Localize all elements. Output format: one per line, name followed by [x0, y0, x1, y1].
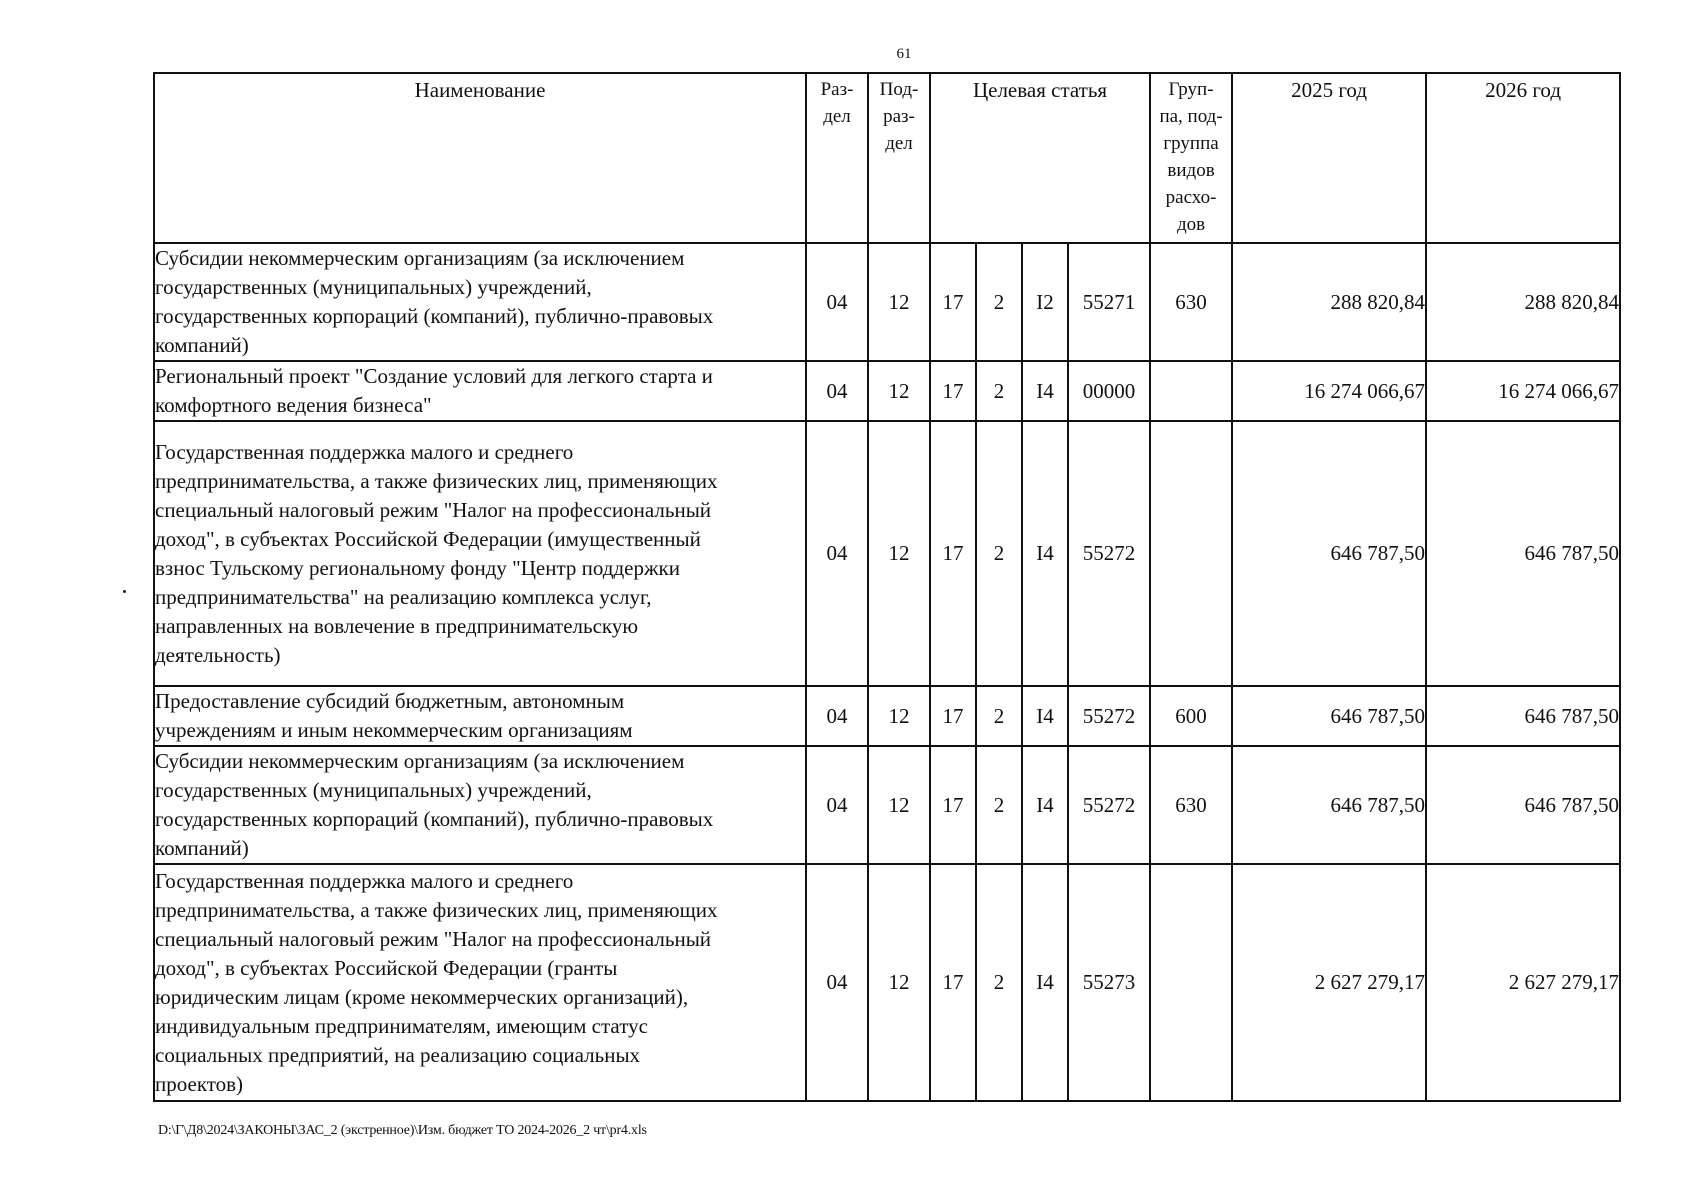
- row-name: Государственная поддержка малого и среднего предпринимательства, а также физических лиц, применяющих специальный налоговый режим "Налог на профессиональный доход", в субъектах Российской Федерации (имущественный взнос Тульскому региональному фонду "Центр поддержки предпринимательства" на реализацию комплекса услуг, направленных на вовлечение в предпринимательскую деятельность): [154, 421, 806, 686]
- row-razdel: 04: [806, 686, 868, 746]
- row-amount-2025: 646 787,50: [1232, 746, 1426, 864]
- row-name: Предоставление субсидий бюджетным, автономным учреждениям и иным некоммерческим организациям: [154, 686, 806, 746]
- row-amount-2025: 646 787,50: [1232, 421, 1426, 686]
- header-podrazdel: Под- раз- дел: [868, 73, 930, 243]
- row-podrazdel: 12: [868, 864, 930, 1101]
- row-expense-group: [1150, 421, 1232, 686]
- row-amount-2025: 2 627 279,17: [1232, 864, 1426, 1101]
- row-razdel: 04: [806, 243, 868, 361]
- table-row: [154, 746, 1620, 864]
- row-expense-group: 600: [1150, 686, 1232, 746]
- budget-table: [153, 72, 1621, 1102]
- row-name: Субсидии некоммерческим организациям (за исключением государственных (муниципальных) учреждений, государственных корпораций (компаний), публично-правовых компаний): [154, 243, 806, 361]
- row-name: Региональный проект "Создание условий для легкого старта и комфортного ведения бизнеса": [154, 361, 806, 421]
- table-row: [154, 864, 1620, 1101]
- row-razdel: 04: [806, 361, 868, 421]
- row-amount-2025: 16 274 066,67: [1232, 361, 1426, 421]
- header-name: Наименование: [154, 73, 806, 243]
- row-amount-2025: 288 820,84: [1232, 243, 1426, 361]
- row-target-code: 55271: [1068, 243, 1150, 361]
- row-target-type: 2: [976, 361, 1022, 421]
- row-amount-2026: 2 627 279,17: [1426, 864, 1620, 1101]
- scan-speck: [123, 590, 126, 593]
- header-year-2026: 2026 год: [1426, 73, 1620, 243]
- table-row: [154, 421, 1620, 686]
- table-row: [154, 686, 1620, 746]
- file-path-footer: D:\Г\Д8\2024\ЗАКОНЫ\ЗАС_2 (экстренное)\Изм. бюджет ТО 2024-2026_2 чт\pr4.xls: [158, 1123, 647, 1138]
- header-target-article: Целевая статья: [930, 73, 1150, 243]
- table-row: [154, 243, 1620, 361]
- row-expense-group: [1150, 864, 1232, 1101]
- row-razdel: 04: [806, 421, 868, 686]
- row-target-type: 2: [976, 746, 1022, 864]
- row-podrazdel: 12: [868, 421, 930, 686]
- row-expense-group: 630: [1150, 243, 1232, 361]
- row-target-program: 17: [930, 361, 976, 421]
- row-expense-group: 630: [1150, 746, 1232, 864]
- row-target-type: 2: [976, 864, 1022, 1101]
- row-target-project: I4: [1022, 421, 1068, 686]
- row-name: Государственная поддержка малого и среднего предпринимательства, а также физических лиц, применяющих специальный налоговый режим "Налог на профессиональный доход", в субъектах Российской Федерации (гранты юридическим лицам (кроме некоммерческих организаций), индивидуальным предпринимателям, имеющим статус социальных предприятий, на реализацию социальных проектов): [154, 864, 806, 1101]
- row-target-project: I4: [1022, 746, 1068, 864]
- row-target-code: 55272: [1068, 421, 1150, 686]
- row-amount-2026: 646 787,50: [1426, 746, 1620, 864]
- row-target-code: 00000: [1068, 361, 1150, 421]
- row-target-project: I2: [1022, 243, 1068, 361]
- row-target-program: 17: [930, 421, 976, 686]
- row-target-program: 17: [930, 686, 976, 746]
- row-amount-2026: 646 787,50: [1426, 421, 1620, 686]
- row-target-program: 17: [930, 864, 976, 1101]
- row-podrazdel: 12: [868, 686, 930, 746]
- header-row: [154, 73, 1620, 243]
- header-year-2025: 2025 год: [1232, 73, 1426, 243]
- row-razdel: 04: [806, 746, 868, 864]
- row-target-code: 55272: [1068, 686, 1150, 746]
- header-expense-group: Груп- па, под- группа видов расхо- дов: [1150, 73, 1232, 243]
- header-razdel: Раз- дел: [806, 73, 868, 243]
- row-expense-group: [1150, 361, 1232, 421]
- row-amount-2026: 288 820,84: [1426, 243, 1620, 361]
- row-target-code: 55272: [1068, 746, 1150, 864]
- row-target-project: I4: [1022, 864, 1068, 1101]
- row-amount-2025: 646 787,50: [1232, 686, 1426, 746]
- row-amount-2026: 16 274 066,67: [1426, 361, 1620, 421]
- row-target-program: 17: [930, 746, 976, 864]
- row-podrazdel: 12: [868, 243, 930, 361]
- row-target-type: 2: [976, 243, 1022, 361]
- row-podrazdel: 12: [868, 746, 930, 864]
- table-row: [154, 361, 1620, 421]
- row-target-project: I4: [1022, 686, 1068, 746]
- row-target-project: I4: [1022, 361, 1068, 421]
- row-podrazdel: 12: [868, 361, 930, 421]
- row-target-type: 2: [976, 421, 1022, 686]
- row-razdel: 04: [806, 864, 868, 1101]
- row-target-code: 55273: [1068, 864, 1150, 1101]
- row-target-program: 17: [930, 243, 976, 361]
- row-name: Субсидии некоммерческим организациям (за исключением государственных (муниципальных) учреждений, государственных корпораций (компаний), публично-правовых компаний): [154, 746, 806, 864]
- row-target-type: 2: [976, 686, 1022, 746]
- page-number: 61: [896, 46, 912, 62]
- row-amount-2026: 646 787,50: [1426, 686, 1620, 746]
